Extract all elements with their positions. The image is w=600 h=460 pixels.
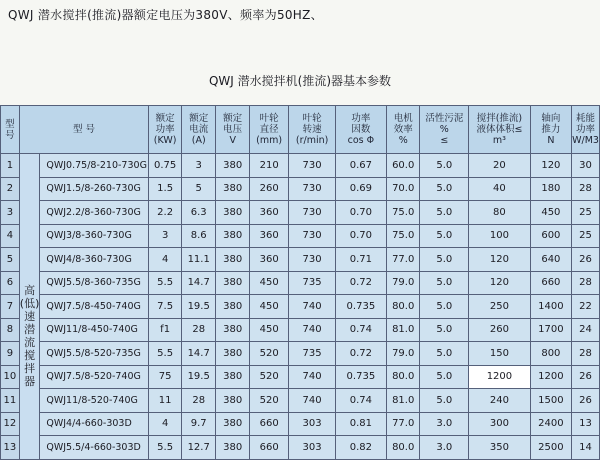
cell-speed: 730	[289, 224, 335, 248]
cell-diameter: 660	[249, 412, 288, 436]
cell-pf: 0.72	[335, 342, 386, 366]
cell-speed: 740	[289, 295, 335, 319]
cell-eff: 81.0	[386, 389, 420, 413]
cell-power: 7.5	[149, 295, 182, 319]
cell-current: 19.5	[181, 295, 216, 319]
cell-current: 28	[181, 389, 216, 413]
cell-model: QWJ11/8-450-740G	[40, 318, 149, 342]
cell-diameter: 450	[249, 271, 288, 295]
cell-power: 1.5	[149, 177, 182, 201]
header-row	[1, 106, 600, 154]
cell-no: 2	[1, 177, 20, 201]
cell-eff: 81.0	[386, 318, 420, 342]
cell-speed: 303	[289, 436, 335, 460]
cell-voltage: 380	[216, 295, 249, 319]
cell-no: 6	[1, 271, 20, 295]
cell-thrust: 800	[530, 342, 571, 366]
cell-diameter: 520	[249, 365, 288, 389]
cell-voltage: 380	[216, 201, 249, 225]
cell-eff: 77.0	[386, 248, 420, 272]
cell-no: 13	[1, 436, 20, 460]
table-row	[1, 436, 600, 460]
cell-thrust: 1500	[530, 389, 571, 413]
cell-pf: 0.70	[335, 224, 386, 248]
cell-voltage: 380	[216, 318, 249, 342]
header-power-factor: 功率 因数 cos Φ	[335, 106, 386, 154]
cell-voltage: 380	[216, 365, 249, 389]
cell-consumption: 28	[572, 271, 600, 295]
cell-model: QWJ7.5/8-520-740G	[40, 365, 149, 389]
table-row	[1, 177, 600, 201]
cell-consumption: 25	[572, 224, 600, 248]
cell-pf: 0.735	[335, 365, 386, 389]
cell-eff: 75.0	[386, 201, 420, 225]
cell-voltage: 380	[216, 342, 249, 366]
cell-no: 8	[1, 318, 20, 342]
table-row	[1, 248, 600, 272]
header-efficiency: 电机 效率 %	[386, 106, 420, 154]
cell-pf: 0.81	[335, 412, 386, 436]
cell-pf: 0.71	[335, 248, 386, 272]
cell-liquid: 300	[469, 412, 531, 436]
cell-diameter: 660	[249, 436, 288, 460]
cell-eff: 77.0	[386, 412, 420, 436]
cell-liquid: 350	[469, 436, 531, 460]
cell-pf: 0.67	[335, 154, 386, 178]
cell-power: 2.2	[149, 201, 182, 225]
cell-speed: 735	[289, 342, 335, 366]
cell-thrust: 1700	[530, 318, 571, 342]
cell-eff: 80.0	[386, 295, 420, 319]
cell-power: 5.5	[149, 342, 182, 366]
cell-liquid: 240	[469, 389, 531, 413]
cell-pf: 0.74	[335, 318, 386, 342]
cell-sludge: 5.0	[420, 224, 469, 248]
table-row	[1, 318, 600, 342]
cell-power: 5.5	[149, 436, 182, 460]
cell-speed: 735	[289, 271, 335, 295]
cell-current: 8.6	[181, 224, 216, 248]
cell-eff: 80.0	[386, 436, 420, 460]
cell-speed: 730	[289, 177, 335, 201]
cell-consumption: 24	[572, 318, 600, 342]
header-voltage: 额定 电压 V	[216, 106, 249, 154]
cell-consumption: 13	[572, 412, 600, 436]
cell-power: 0.75	[149, 154, 182, 178]
cell-consumption: 25	[572, 201, 600, 225]
cell-speed: 730	[289, 201, 335, 225]
cell-sludge: 5.0	[420, 389, 469, 413]
cell-pf: 0.70	[335, 201, 386, 225]
header-diameter: 叶轮 直径 (mm)	[249, 106, 288, 154]
cell-eff: 79.0	[386, 342, 420, 366]
cell-eff: 70.0	[386, 177, 420, 201]
cell-diameter: 520	[249, 342, 288, 366]
cell-model: QWJ5.5/8-520-735G	[40, 342, 149, 366]
table-row	[1, 201, 600, 225]
header-consumption: 耗能 功率 W/M3	[572, 106, 600, 154]
cell-liquid: 1200	[469, 365, 531, 389]
header-thrust: 轴向 推力 N	[530, 106, 571, 154]
cell-model: QWJ2.2/8-360-730G	[40, 201, 149, 225]
cell-voltage: 380	[216, 412, 249, 436]
cell-power: f1	[149, 318, 182, 342]
cell-sludge: 5.0	[420, 271, 469, 295]
cell-power: 75	[149, 365, 182, 389]
cell-model: QWJ5.5/8-360-735G	[40, 271, 149, 295]
cell-speed: 740	[289, 365, 335, 389]
table-row	[1, 154, 600, 178]
parameter-table	[0, 105, 600, 460]
cell-pf: 0.735	[335, 295, 386, 319]
cell-liquid: 40	[469, 177, 531, 201]
header-model: 型 号	[19, 106, 149, 154]
intro-text: QWJ 潜水搅拌(推流)器额定电压为380V、频率为50HZ、	[8, 8, 323, 22]
cell-speed: 730	[289, 248, 335, 272]
cell-consumption: 30	[572, 154, 600, 178]
cell-consumption: 26	[572, 248, 600, 272]
cell-sludge: 5.0	[420, 342, 469, 366]
cell-voltage: 380	[216, 436, 249, 460]
category-label: 高(低)速潜流搅拌器	[19, 154, 40, 460]
cell-liquid: 150	[469, 342, 531, 366]
cell-sludge: 3.0	[420, 436, 469, 460]
cell-no: 1	[1, 154, 20, 178]
table-title: QWJ 潜水搅拌机(推流)器基本参数	[208, 74, 392, 88]
cell-model: QWJ4/4-660-303D	[40, 412, 149, 436]
cell-liquid: 120	[469, 271, 531, 295]
cell-sludge: 5.0	[420, 177, 469, 201]
cell-current: 14.7	[181, 271, 216, 295]
cell-pf: 0.74	[335, 389, 386, 413]
cell-diameter: 360	[249, 248, 288, 272]
cell-current: 9.7	[181, 412, 216, 436]
cell-current: 14.7	[181, 342, 216, 366]
cell-no: 12	[1, 412, 20, 436]
cell-consumption: 14	[572, 436, 600, 460]
cell-no: 3	[1, 201, 20, 225]
table-row	[1, 295, 600, 319]
cell-sludge: 5.0	[420, 248, 469, 272]
table-row	[1, 342, 600, 366]
cell-power: 4	[149, 412, 182, 436]
cell-current: 11.1	[181, 248, 216, 272]
cell-speed: 730	[289, 154, 335, 178]
cell-thrust: 450	[530, 201, 571, 225]
table-row	[1, 365, 600, 389]
cell-thrust: 120	[530, 154, 571, 178]
cell-power: 11	[149, 389, 182, 413]
cell-thrust: 1200	[530, 365, 571, 389]
cell-pf: 0.82	[335, 436, 386, 460]
cell-voltage: 380	[216, 224, 249, 248]
cell-model: QWJ11/8-520-740G	[40, 389, 149, 413]
cell-diameter: 360	[249, 201, 288, 225]
cell-thrust: 640	[530, 248, 571, 272]
cell-sludge: 5.0	[420, 365, 469, 389]
cell-voltage: 380	[216, 389, 249, 413]
cell-sludge: 3.0	[420, 412, 469, 436]
cell-eff: 80.0	[386, 365, 420, 389]
cell-speed: 740	[289, 318, 335, 342]
cell-thrust: 2500	[530, 436, 571, 460]
cell-thrust: 600	[530, 224, 571, 248]
cell-model: QWJ5.5/4-660-303D	[40, 436, 149, 460]
cell-eff: 79.0	[386, 271, 420, 295]
cell-no: 9	[1, 342, 20, 366]
cell-diameter: 520	[249, 389, 288, 413]
table-row	[1, 412, 600, 436]
cell-sludge: 5.0	[420, 154, 469, 178]
table-row	[1, 389, 600, 413]
cell-model: QWJ1.5/8-260-730G	[40, 177, 149, 201]
cell-diameter: 210	[249, 154, 288, 178]
cell-power: 5.5	[149, 271, 182, 295]
cell-consumption: 26	[572, 389, 600, 413]
cell-no: 10	[1, 365, 20, 389]
cell-model: QWJ3/8-360-730G	[40, 224, 149, 248]
cell-consumption: 28	[572, 342, 600, 366]
cell-liquid: 260	[469, 318, 531, 342]
cell-liquid: 100	[469, 224, 531, 248]
cell-liquid: 20	[469, 154, 531, 178]
header-sludge: 活性污泥 % ≤	[420, 106, 469, 154]
table-row	[1, 271, 600, 295]
cell-pf: 0.69	[335, 177, 386, 201]
cell-current: 3	[181, 154, 216, 178]
cell-sludge: 5.0	[420, 201, 469, 225]
cell-consumption: 26	[572, 365, 600, 389]
cell-no: 4	[1, 224, 20, 248]
cell-speed: 740	[289, 389, 335, 413]
cell-diameter: 260	[249, 177, 288, 201]
cell-liquid: 120	[469, 248, 531, 272]
table-row	[1, 224, 600, 248]
cell-speed: 303	[289, 412, 335, 436]
cell-model: QWJ0.75/8-210-730G	[40, 154, 149, 178]
cell-thrust: 1400	[530, 295, 571, 319]
cell-eff: 75.0	[386, 224, 420, 248]
cell-voltage: 380	[216, 177, 249, 201]
cell-consumption: 28	[572, 177, 600, 201]
cell-power: 3	[149, 224, 182, 248]
header-speed: 叶轮 转速 (r/min)	[289, 106, 335, 154]
cell-current: 5	[181, 177, 216, 201]
cell-sludge: 5.0	[420, 318, 469, 342]
cell-thrust: 180	[530, 177, 571, 201]
cell-no: 11	[1, 389, 20, 413]
cell-current: 19.5	[181, 365, 216, 389]
cell-no: 7	[1, 295, 20, 319]
cell-diameter: 450	[249, 295, 288, 319]
cell-no: 5	[1, 248, 20, 272]
cell-liquid: 80	[469, 201, 531, 225]
header-no: 型 号	[1, 106, 20, 154]
cell-model: QWJ7.5/8-450-740G	[40, 295, 149, 319]
cell-consumption: 22	[572, 295, 600, 319]
cell-current: 28	[181, 318, 216, 342]
cell-current: 6.3	[181, 201, 216, 225]
cell-voltage: 380	[216, 271, 249, 295]
cell-pf: 0.72	[335, 271, 386, 295]
cell-diameter: 450	[249, 318, 288, 342]
header-current: 额定 电流 (A)	[181, 106, 216, 154]
header-power: 额定 功率 (KW)	[149, 106, 182, 154]
cell-liquid: 250	[469, 295, 531, 319]
cell-thrust: 660	[530, 271, 571, 295]
cell-voltage: 380	[216, 248, 249, 272]
cell-voltage: 380	[216, 154, 249, 178]
cell-eff: 60.0	[386, 154, 420, 178]
cell-diameter: 360	[249, 224, 288, 248]
header-liquid-volume: 搅拌(推流) 液体体积≤ m³	[469, 106, 531, 154]
cell-model: QWJ4/8-360-730G	[40, 248, 149, 272]
cell-current: 12.7	[181, 436, 216, 460]
cell-sludge: 5.0	[420, 295, 469, 319]
cell-power: 4	[149, 248, 182, 272]
cell-thrust: 2400	[530, 412, 571, 436]
